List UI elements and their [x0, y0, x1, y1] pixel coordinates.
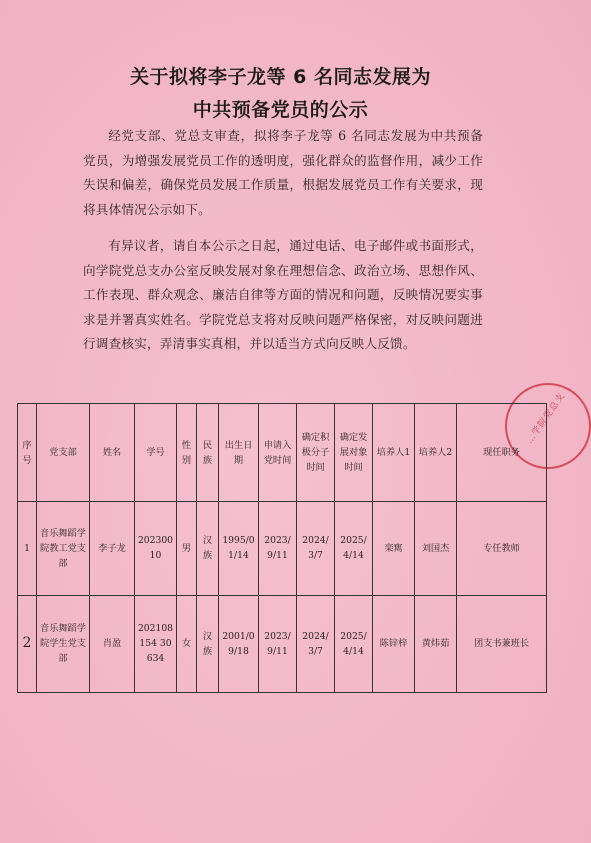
paragraph-objection: 有异议者，请自本公示之日起，通过电话、电子邮件或书面形式，向学院党总支办公室反映发展对象在理想信念、政治立场、思想作风、工作表现、群众观念、廉洁自律等方面的情况和问题，反映情况要实事求是并署真实姓名。学院党总支将对反映问题严格保密，对反映问题进行调查核实，弄清事实真相，并以适当方式向反映人反馈。	[83, 238, 483, 351]
table-cell: 专任教师	[457, 502, 547, 595]
table-cell: 汉族	[197, 502, 219, 595]
header-cell: 申请入党时间	[259, 404, 297, 502]
table-cell: 2025/4/14	[335, 502, 373, 595]
header-cell: 现任职务	[457, 404, 547, 502]
table-cell: 女	[177, 595, 197, 692]
paragraph-intro: 经党支部、党总支审查，拟将李子龙等 6 名同志发展为中共预备党员，为增强发展党员工作的透明度，强化群众的监督作用，减少工作失误和偏差，确保党员发展工作质量，根据发展党员工作有关要求，现将具体情况公示如下。	[83, 128, 483, 217]
table-cell: 音乐舞蹈学院学生党支部	[37, 595, 90, 692]
table-row	[18, 595, 547, 692]
table-cell: 刘国杰	[415, 502, 457, 595]
table-cell: 2023/9/11	[259, 502, 297, 595]
header-cell: 姓名	[90, 404, 135, 502]
table-cell: 黄炜茹	[415, 595, 457, 692]
table-cell: 李子龙	[90, 502, 135, 595]
table-cell: 2	[18, 595, 37, 692]
header-cell: 出生日期	[219, 404, 259, 502]
candidate-table	[17, 403, 547, 693]
table-cell: 汉族	[197, 595, 219, 692]
title-line-1: 关于拟将李子龙等 6 名同志发展为	[130, 66, 431, 88]
table-cell: 1995/01/14	[219, 502, 259, 595]
table-row	[18, 502, 547, 595]
header-cell: 确定发展对象时间	[335, 404, 373, 502]
table-cell: 2023/9/11	[259, 595, 297, 692]
header-cell: 确定积极分子时间	[297, 404, 335, 502]
title-line-2: 中共预备党员的公示	[192, 99, 369, 121]
table-cell: 2024/3/7	[297, 502, 335, 595]
table-cell: 20230010	[135, 502, 177, 595]
header-cell: 学号	[135, 404, 177, 502]
table-cell: 陈锌梓	[373, 595, 415, 692]
header-cell: 序号	[18, 404, 37, 502]
header-cell: 培养人1	[373, 404, 415, 502]
table-cell: 团支书兼班长	[457, 595, 547, 692]
table-cell: 男	[177, 502, 197, 595]
seal-text: …学院党总支	[524, 390, 568, 446]
table-cell: 音乐舞蹈学院教工党支部	[37, 502, 90, 595]
table-cell: 2001/09/18	[219, 595, 259, 692]
header-cell: 培养人2	[415, 404, 457, 502]
table-cell: 202108154 30634	[135, 595, 177, 692]
header-cell: 民族	[197, 404, 219, 502]
table-cell: 2024/3/7	[297, 595, 335, 692]
header-cell: 党支部	[37, 404, 90, 502]
table-cell: 2025/4/14	[335, 595, 373, 692]
header-cell: 性别	[177, 404, 197, 502]
table-cell: 肖盈	[90, 595, 135, 692]
table-cell: 栾寯	[373, 502, 415, 595]
table-cell: 1	[18, 502, 37, 595]
table-header-row	[18, 404, 547, 502]
